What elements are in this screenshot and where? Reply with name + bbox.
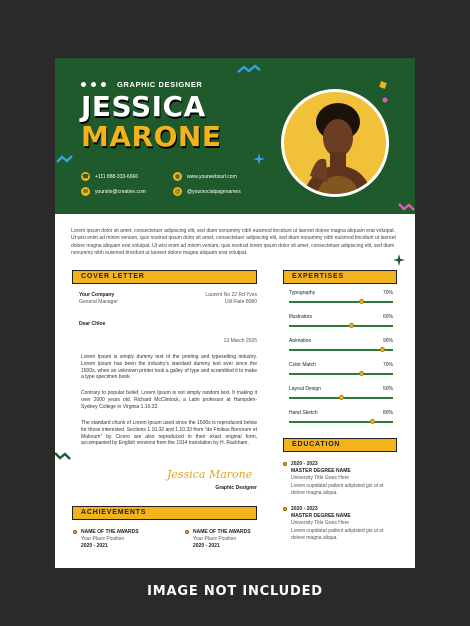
skill-percent: 60% — [382, 314, 393, 320]
education-item: 2020 - 2023 MASTER DEGREE NAME University Title Goes Here Lorem cupidatat patient adipisted gis ut et dolore magna aliqua. — [283, 461, 401, 497]
skill-level-knob — [349, 323, 354, 328]
education-heading: EDUCATION — [283, 438, 397, 452]
skill-item — [289, 314, 393, 327]
resume-sheet — [55, 58, 415, 568]
confetti-decoration — [378, 80, 390, 92]
profile-photo — [281, 89, 389, 197]
signature: Jessica Marone — [167, 468, 253, 481]
mail-icon: ✉ — [81, 187, 90, 196]
letter-paragraph-2: Contrary to popular belief, Lorem Ipsum is not simply random text. It making it over 2000 years old. Richard McClintock, a Latin professor at Hampden-Sydney College in Virginia 1.10.32. — [81, 390, 257, 410]
confetti-decoration — [55, 150, 77, 166]
skill-item — [289, 362, 393, 375]
role-title: GRAPHIC DESIGNER — [117, 80, 203, 89]
skill-percent: 50% — [382, 386, 393, 392]
skill-name: Animation — [289, 338, 312, 344]
education-item: 2020 - 2023 MASTER DEGREE NAME University Title Goes Here Lorem cupidatat patient adipisted gis ut et dolore magna aliqua. — [283, 506, 401, 542]
image-not-included-label: IMAGE NOT INCLUDED — [147, 584, 323, 599]
achievement-item: NAME OF THE AWARDS Your Place Position 2020 - 2021 — [185, 529, 275, 549]
skill-bar — [289, 325, 393, 327]
achievements-heading: ACHIEVEMENTS — [72, 506, 257, 520]
company-name: Your Company — [79, 292, 115, 298]
confetti-decoration — [397, 200, 415, 214]
skill-bar — [289, 421, 393, 423]
skill-bar — [289, 373, 393, 375]
contact-phone — [81, 172, 138, 181]
at-icon: @ — [174, 188, 181, 195]
url-text: www.yourwebsurl.com — [187, 173, 237, 180]
skill-level-knob — [380, 347, 385, 352]
skill-item — [289, 290, 393, 303]
cover-letter-heading: COVER LETTER — [72, 270, 257, 284]
expertises-heading: EXPERTISES — [283, 270, 397, 284]
last-name: MARONE — [81, 120, 222, 153]
letter-paragraph-1: Lorem Ipsum is simply dummy text of the printing and typesetting industry. Lorem Ipsum has been the industry's standard dummy text ever since the 1500s, when an unknown printer took a galley of type and scrambled it to make a type specimen book. — [81, 354, 257, 381]
skill-name: Typography — [289, 290, 316, 296]
skill-bar — [289, 301, 393, 303]
confetti-decoration — [381, 96, 389, 104]
social-text: @yoursocialpagenames — [187, 188, 241, 195]
skill-name: Illustrators — [289, 314, 313, 320]
sparkle-decoration — [393, 254, 405, 266]
contact-social — [173, 187, 241, 196]
contact-url — [173, 172, 237, 181]
skill-level-knob — [339, 395, 344, 400]
skill-percent: 70% — [382, 290, 393, 296]
skill-name: Layout Design — [289, 386, 321, 392]
letter-paragraph-3: The standard chunk of Lorem Ipsum used since the 1500s is reproduced below for those interested. Sections 1.10.32 and 1.10.33 from "de Finibus Bonorum et Malorum" by Cicero are also reproduced in their exact original form, accompanied by English versions from the 1914 translation by H. Rackham. — [81, 420, 257, 447]
confetti-decoration — [55, 450, 71, 464]
address-line-2: Ulil Flate 8080 — [225, 299, 257, 305]
site-text: yoursite@creative.com — [95, 188, 146, 195]
skill-percent: 70% — [382, 362, 393, 368]
skill-name: Hand Sketch — [289, 410, 318, 416]
confetti-decoration — [235, 58, 265, 78]
skill-percent: 90% — [382, 338, 393, 344]
globe-icon: ◍ — [173, 172, 182, 181]
resume-header — [55, 58, 415, 214]
letter-date: 13 March 2025 — [223, 338, 257, 344]
achievement-item: NAME OF THE AWARDS Your Place Position 2020 - 2021 — [73, 529, 163, 549]
skill-item — [289, 338, 393, 351]
skill-item — [289, 410, 393, 423]
manager-title: General Manager — [79, 299, 118, 305]
skill-level-knob — [359, 371, 364, 376]
sparkle-decoration — [253, 153, 265, 165]
signature-role: Graphic Designer — [215, 485, 257, 491]
skill-name: Color Match — [289, 362, 316, 368]
skill-bar — [289, 397, 393, 399]
skill-bar — [289, 349, 393, 351]
phone-icon: ☎ — [82, 173, 89, 180]
greeting: Dear Chloe — [79, 321, 106, 327]
dots-decoration — [81, 82, 106, 87]
intro-paragraph: Lorem ipsum dolor sit amet, consectetuer adipiscing elit, sed diam nonummy nibh euismod tincidunt ut laoreet dolore magna aliquam erat volutpat. Ut wisi enim ad minim veniam, quis nostrud ipsum dolor sit amet, consectetuer adipiscing elit, sed diam nonummy nibh euismod tincidunt ut laoreet dolore magna aliquam erat volutpat. Ut wisi enim ad minim veniam, quis nostrud lorem ipsum dolor sit amet, consectetuer adipiscing elit, sed diam nonummy nibh euismod tincidunt ut laoreet dolore magna aliquam erat volutpat. — [71, 228, 396, 257]
first-name: JESSICA — [81, 90, 206, 123]
skill-percent: 80% — [382, 410, 393, 416]
skill-level-knob — [370, 419, 375, 424]
phone-text: +111 888-333-6666 — [95, 173, 139, 180]
address-line-1: Laurent No 22 Rd Yves — [205, 292, 257, 298]
contact-site — [81, 187, 146, 196]
skill-level-knob — [359, 299, 364, 304]
skill-item — [289, 386, 393, 399]
